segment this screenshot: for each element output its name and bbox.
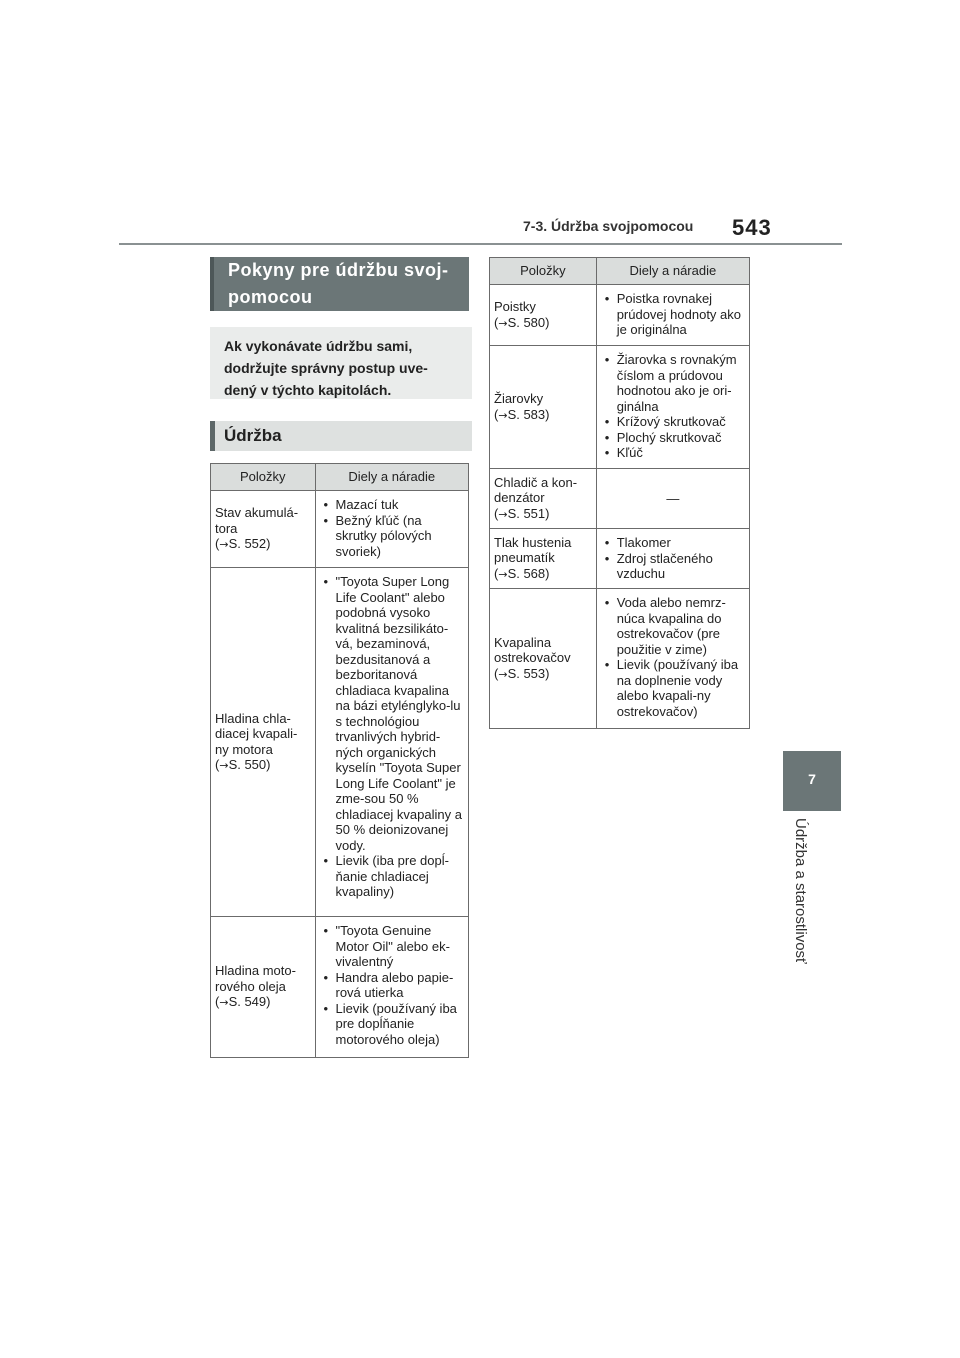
reference-arrow-icon: → <box>498 408 508 422</box>
list-item: • Kľúč <box>601 445 745 461</box>
reference-arrow-icon: → <box>498 567 508 581</box>
tools-cell <box>315 917 469 1058</box>
table-row <box>490 469 750 529</box>
reference-arrow-icon: → <box>498 316 508 330</box>
list-item: • "Toyota Super Long Life Coolant" alebo podobná vysoko kvalitná bezsilikáto-vá, bezaminová, bezdusitanová a bezboritanová chladiaca kvapalina na bázi etylénglyko-lu s technológiou trvanlivých hybrid-ných organických kyselín "Toyota Super Long Life Coolant" je zme-sou 50 % chladiacej kvapaliny a 50 % deionizovanej vody. <box>320 574 465 853</box>
column-header-tools: Diely a náradie <box>315 464 469 491</box>
column-header-items: Položky <box>211 464 316 491</box>
reference-arrow-icon: → <box>219 996 229 1010</box>
tools-cell <box>596 285 749 346</box>
table-row <box>211 568 469 917</box>
page-reference[interactable]: S. 552 <box>228 536 267 552</box>
tools-cell <box>596 589 749 729</box>
list-item: • Žiarovka s rovnakým číslom a prúdovou hodnotou ako je ori-ginálna <box>601 352 745 414</box>
table-header-row <box>211 464 469 491</box>
table-row <box>490 589 750 729</box>
item-name: Tlak hustenia pneumatík <box>494 534 572 566</box>
table-row <box>490 529 750 589</box>
list-item: • "Toyota Genuine Motor Oil" alebo ek-vivalentný <box>320 923 465 970</box>
table-row <box>490 346 750 469</box>
item-cell: Hladina moto-rového oleja (→S. 549) <box>211 917 316 1058</box>
page-reference[interactable]: S. 553 <box>507 665 546 681</box>
item-name: Chladič a kon-denzátor <box>494 474 578 506</box>
item-cell: Tlak hustenia pneumatík (→S. 568) <box>490 529 597 589</box>
item-name: Stav akumulá-tora <box>215 505 299 536</box>
item-name: Hladina moto-rového oleja <box>215 963 296 994</box>
column-header-tools: Diely a náradie <box>596 258 749 285</box>
reference-arrow-icon: → <box>219 759 229 772</box>
item-cell: Hladina chla-diacej kvapali-ny motora (→S. 550) <box>211 568 316 917</box>
item-cell: Chladič a kon-denzátor (→S. 551) <box>490 469 597 529</box>
intro-text: Ak vykonávate údržbu sami, dodržujte správny postup uve-dený v týchto kapitolách. <box>210 327 472 399</box>
table-row <box>211 917 469 1058</box>
reference-arrow-icon: → <box>219 538 229 552</box>
list-item: • Lievik (iba pre dopĺ-ňanie chladiacej kvapaliny) <box>320 853 465 900</box>
page-reference[interactable]: S. 568 <box>507 565 546 581</box>
list-item: • Plochý skrutkovač <box>601 430 745 446</box>
maintenance-table-right <box>489 257 750 729</box>
list-item: • Voda alebo nemrz-núca kvapalina do ostrekovačov (pre použitie v zime) <box>601 595 745 657</box>
page-reference[interactable]: S. 580 <box>507 314 546 330</box>
page-reference[interactable]: S. 549 <box>228 994 267 1010</box>
list-item: • Mazací tuk <box>320 497 465 513</box>
chapter-tab[interactable]: 7 <box>783 751 841 811</box>
section-title: Pokyny pre údržbu svoj-pomocou <box>210 257 469 311</box>
header-divider <box>119 243 842 245</box>
item-cell: Žiarovky (→S. 583) <box>490 346 597 469</box>
item-cell: Poistky (→S. 580) <box>490 285 597 346</box>
list-item: • Handra alebo papie-rová utierka <box>320 970 465 1001</box>
tools-cell <box>596 346 749 469</box>
tools-cell <box>596 529 749 589</box>
list-item: • Tlakomer <box>601 535 745 551</box>
column-header-items: Položky <box>490 258 597 285</box>
table-row <box>211 491 469 568</box>
reference-arrow-icon: → <box>498 507 508 521</box>
page-reference[interactable]: S. 583 <box>507 406 546 422</box>
list-item: • Bežný kľúč (na skrutky pólových svoriek) <box>320 513 465 560</box>
page-number: 543 <box>732 215 772 240</box>
list-item: • Poistka rovnakej prúdovej hodnoty ako je originálna <box>601 291 745 338</box>
tools-cell <box>315 491 469 568</box>
item-name: Hladina chla-diacej kvapali-ny motora <box>215 710 298 757</box>
page-reference[interactable]: S. 550 <box>228 757 267 772</box>
item-name: Žiarovky <box>494 391 544 406</box>
list-item: • Zdroj stlačeného vzduchu <box>601 551 745 582</box>
table-row <box>490 285 750 346</box>
list-item: • Lievik (používaný iba pre dopĺňanie motorového oleja) <box>320 1001 465 1048</box>
tools-cell <box>315 568 469 917</box>
list-item: • Krížový skrutkovač <box>601 414 745 430</box>
chapter-tab-label: Údržba a starostlivosť <box>792 818 809 964</box>
page-reference[interactable]: S. 551 <box>507 505 546 521</box>
table-header-row <box>490 258 750 285</box>
item-name: Kvapalina ostrekovačov <box>494 634 571 666</box>
item-name: Poistky <box>494 299 536 314</box>
list-item: • Lievik (používaný iba na doplnenie vody alebo kvapali-ny ostrekovačov) <box>601 657 745 719</box>
maintenance-table-left <box>210 463 469 1058</box>
item-cell: Kvapalina ostrekovačov (→S. 553) <box>490 589 597 729</box>
chapter-title: 7-3. Údržba svojpomocou <box>523 218 694 234</box>
tools-cell-empty: — <box>596 469 749 529</box>
reference-arrow-icon: → <box>498 667 508 681</box>
item-cell: Stav akumulá-tora (→S. 552) <box>211 491 316 568</box>
subsection-heading: Údržba <box>210 421 472 451</box>
